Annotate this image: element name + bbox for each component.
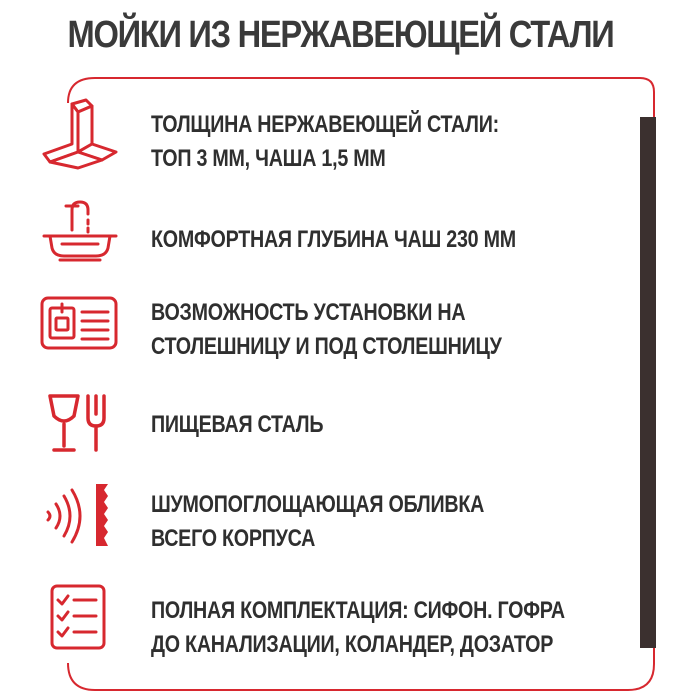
feature-line: ПОЛНАЯ КОМПЛЕКТАЦИЯ: СИФОН. ГОФРА	[151, 597, 565, 624]
feature-line: СТОЛЕШНИЦУ И ПОД СТОЛЕШНИЦУ	[151, 333, 502, 360]
countertop-install-icon	[38, 290, 122, 364]
feature-line: ТОП 3 ММ, ЧАША 1,5 ММ	[151, 145, 386, 172]
steel-profile-icon	[38, 96, 122, 170]
feature-line: ДО КАНАЛИЗАЦИИ, КОЛАНДЕР, ДОЗАТОР	[151, 631, 554, 658]
page-title: МОЙКИ ИЗ НЕРЖАВЕЮЩЕЙ СТАЛИ	[67, 14, 614, 56]
feature-line: ВСЕГО КОРПУСА	[151, 525, 316, 552]
feature-line: КОМФОРТНАЯ ГЛУБИНА ЧАШ 230 ММ	[151, 226, 516, 253]
checklist-icon	[38, 582, 122, 656]
side-bar	[640, 117, 656, 648]
feature-line: ПИЩЕВАЯ СТАЛЬ	[151, 411, 324, 438]
feature-line: ВОЗМОЖНОСТЬ УСТАНОВКИ НА	[151, 299, 466, 326]
sink-faucet-icon	[38, 196, 122, 270]
sound-absorb-icon	[38, 478, 122, 552]
feature-line: ТОЛЩИНА НЕРЖАВЕЮЩЕЙ СТАЛИ:	[151, 111, 499, 138]
food-grade-icon	[38, 388, 122, 462]
feature-line: ШУМОПОГЛОЩАЮЩАЯ ОБЛИВКА	[151, 491, 485, 518]
